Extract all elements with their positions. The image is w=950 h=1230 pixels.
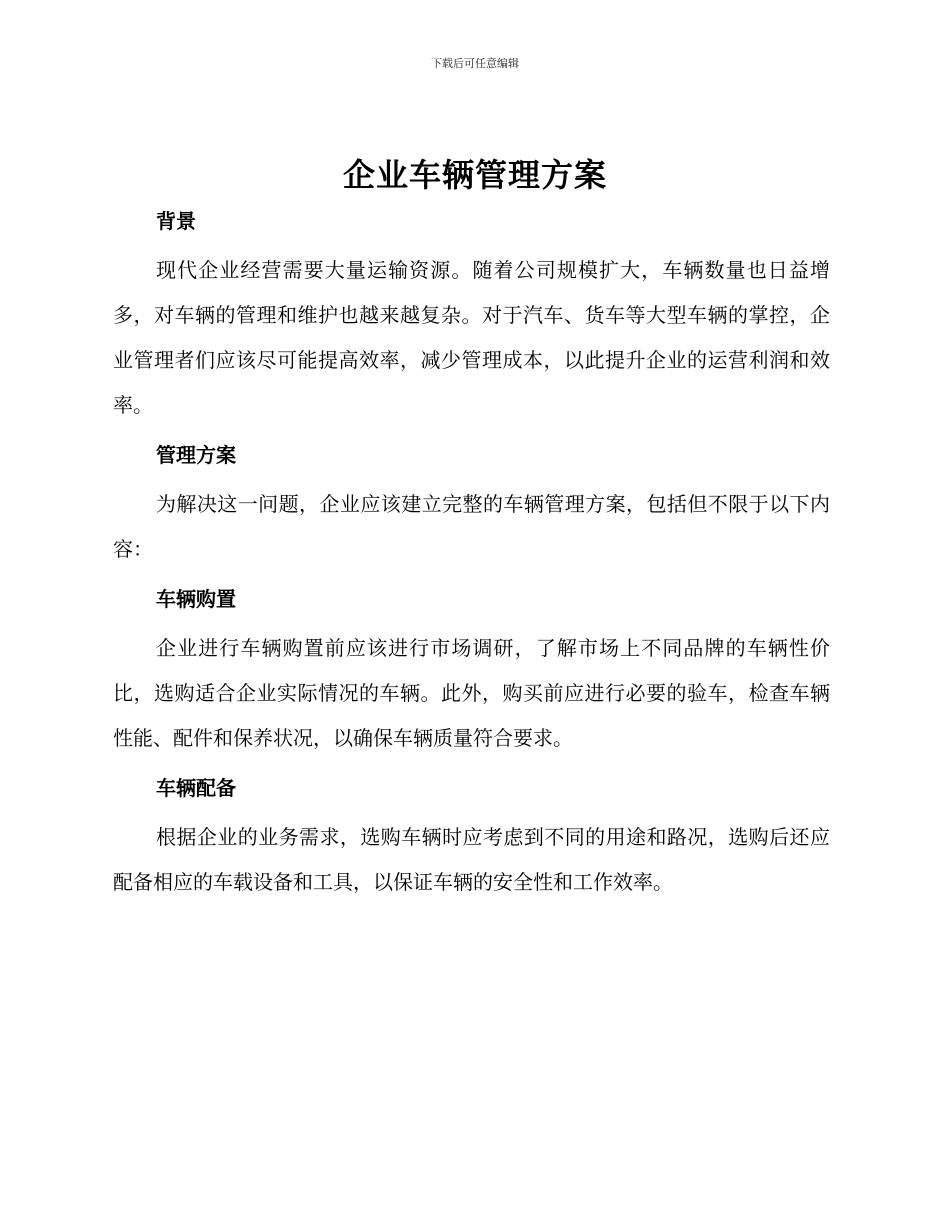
section-paragraph-background: 现代企业经营需要大量运输资源。随着公司规模扩大，车辆数量也日益增多，对车辆的管理和维护也越来越复杂。对于汽车、货车等大型车辆的掌控，企业管理者们应该尽可能提高效率，减少管理成本，以此提升企业的运营利润和效率。 xyxy=(113,258,830,417)
section-heading-management-plan: 管理方案 xyxy=(156,443,236,467)
section-heading-background: 背景 xyxy=(156,209,196,233)
section-paragraph-management-plan: 为解决这一问题，企业应该建立完整的车辆管理方案，包括但不限于以下内容： xyxy=(113,492,830,561)
section-paragraph-vehicle-purchase: 企业进行车辆购置前应该进行市场调研，了解市场上不同品牌的车辆性价比，选购适合企业实际情况的车辆。此外，购买前应进行必要的验车，检查车辆性能、配件和保养状况，以确保车辆质量符合要求。 xyxy=(113,636,830,750)
section-heading-vehicle-purchase: 车辆购置 xyxy=(156,587,236,611)
section-paragraph-vehicle-equipment: 根据企业的业务需求，选购车辆时应考虑到不同的用途和路况，选购后还应配备相应的车载设备和工具，以保证车辆的安全性和工作效率。 xyxy=(113,825,830,894)
header-note: 下载后可任意编辑 xyxy=(431,57,519,70)
section-heading-vehicle-equipment: 车辆配备 xyxy=(156,776,236,800)
document-body xyxy=(113,205,830,905)
document-title: 企业车辆管理方案 xyxy=(342,156,607,194)
